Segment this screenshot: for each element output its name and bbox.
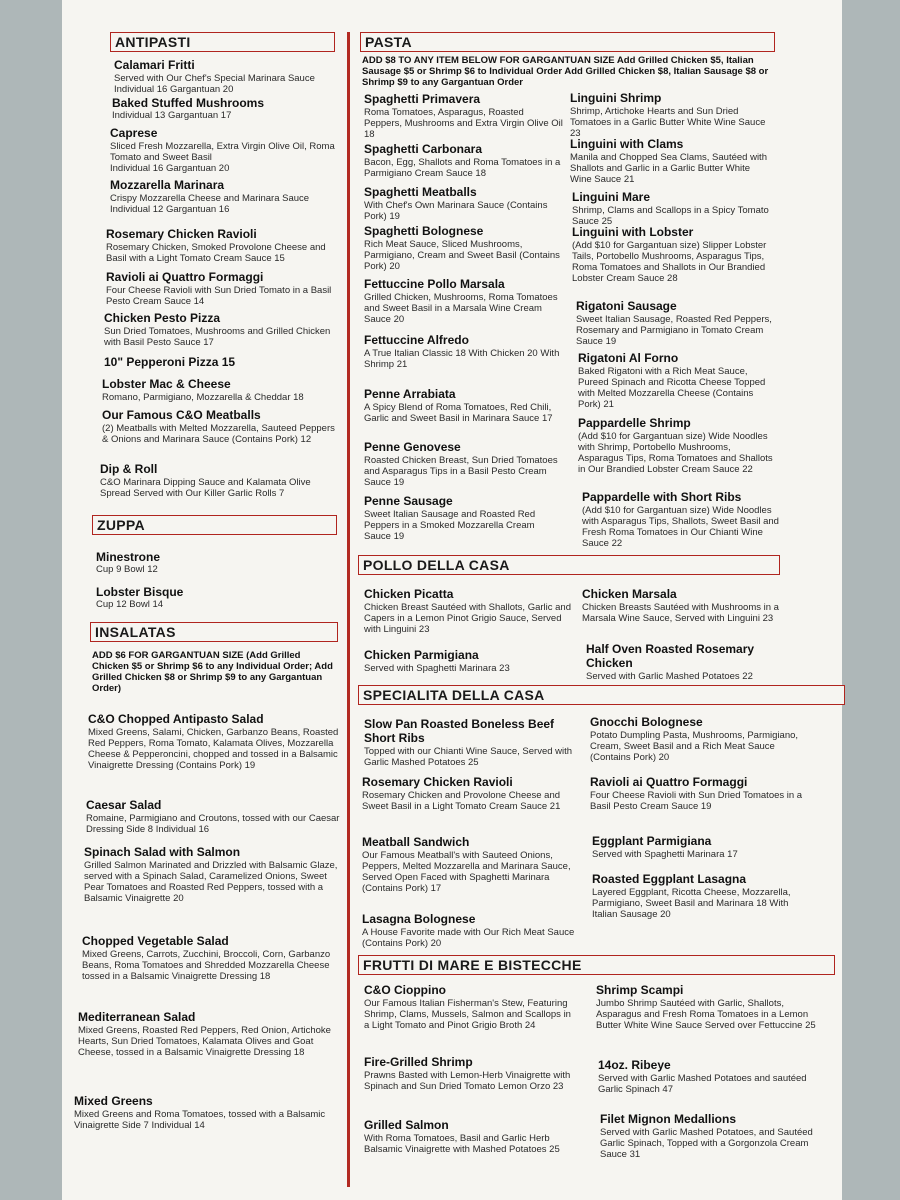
item-description: Mixed Greens, Salami, Chicken, Garbanzo Beans, Roasted Red Peppers, Roma Tomato, Kalamata Olives, Mozzarella Cheese & Pepperoncini, chopped and tossed in a Balsamic Vinaigrette Dressing (Contains Pork) 19 (88, 727, 339, 771)
item-description: With Chef's Own Marinara Sauce (Contains Pork) 19 (364, 200, 548, 222)
menu-item (578, 416, 778, 475)
item-name: Caesar Salad (86, 798, 162, 812)
item-name: Mediterranean Salad (78, 1010, 196, 1024)
menu-item (582, 587, 794, 624)
item-description: Potato Dumpling Pasta, Mushrooms, Parmigiano, Cream, Sweet Basil and a Rich Meat Sauce (Contains Pork) 20 (590, 730, 799, 763)
item-price: Individual 12 Gargantuan 16 (110, 204, 230, 215)
item-name: Chicken Marsala (582, 587, 677, 601)
item-name: Dip & Roll (100, 462, 158, 476)
menu-item (362, 835, 580, 894)
item-description: Sweet Italian Sausage, Roasted Red Peppers, Rosemary and Parmigiano in Tomato Cream Sauce 19 (576, 314, 772, 347)
menu-item (598, 1058, 823, 1095)
item-name: Our Famous C&O Meatballs (102, 408, 261, 422)
menu-item (88, 712, 343, 771)
menu-item (364, 587, 576, 635)
item-name: Gnocchi Bolognese (590, 715, 703, 729)
item-name: Pappardelle with Short Ribs (582, 490, 742, 504)
item-description: Manila and Chopped Sea Clams, Sautéed with Shallots and Garlic in a Garlic Butter White Wine Sauce 21 (570, 152, 767, 185)
menu-item (102, 408, 337, 445)
item-description: Our Famous Meatball's with Sauteed Onions, Peppers, Melted Mozzarella and Marinara Sauce, Served Open Faced with Spaghetti Marinara (Contains Pork) 17 (362, 850, 571, 894)
item-name: Spaghetti Primavera (364, 92, 481, 106)
section-header-antipasti: ANTIPASTI (110, 32, 335, 52)
item-name: Chicken Pesto Pizza (104, 311, 221, 325)
item-description: Sliced Fresh Mozzarella, Extra Virgin Olive Oil, Roma Tomato and Sweet Basil (110, 141, 335, 163)
menu-item (106, 270, 341, 307)
item-description: Four Cheese Ravioli with Sun Dried Tomatoes in a Basil Pesto Cream Sauce 19 (590, 790, 803, 812)
item-name: Linguini Mare (572, 190, 650, 204)
section-header-specialita: SPECIALITA DELLA CASA (358, 685, 845, 705)
item-description: A Spicy Blend of Roma Tomatoes, Red Chili, Garlic and Sweet Basil in Marinara Sauce 17 (364, 402, 553, 424)
menu-item (96, 585, 296, 610)
item-name: Lobster Mac & Cheese (102, 377, 231, 391)
menu-item (364, 717, 582, 768)
item-price: Cup 12 Bowl 14 (96, 599, 164, 610)
item-description: Rich Meat Sauce, Sliced Mushrooms, Parmigiano, Cream and Sweet Basil (Contains Pork) 20 (364, 239, 560, 272)
menu-item (102, 377, 337, 403)
menu-item (582, 490, 782, 549)
item-description: With Roma Tomatoes, Basil and Garlic Herb Balsamic Vinaigrette with Mashed Potatoes 25 (364, 1133, 560, 1155)
item-price: Individual 13 Gargantuan 17 (112, 110, 232, 121)
item-name: Meatball Sandwich (362, 835, 470, 849)
item-description: Grilled Chicken, Mushrooms, Roma Tomatoes and Sweet Basil in a Marsala Wine Cream Sauce 20 (364, 292, 558, 325)
item-name: Penne Sausage (364, 494, 453, 508)
menu-item (110, 178, 345, 215)
menu-item (96, 550, 296, 575)
menu-item (578, 351, 778, 410)
menu-item (110, 126, 345, 174)
item-name: C&O Cioppino (364, 983, 446, 997)
menu-item (78, 1010, 333, 1058)
item-name: Chopped Vegetable Salad (82, 934, 229, 948)
item-name: 10" Pepperoni Pizza 15 (104, 355, 236, 369)
menu-item (364, 185, 564, 222)
item-name: Lasagna Bolognese (362, 912, 476, 926)
menu-item (104, 355, 339, 369)
item-name: Caprese (110, 126, 158, 140)
item-name: Calamari Fritti (114, 58, 195, 72)
insalatas-note: ADD $6 FOR GARGANTUAN SIZE (Add Grilled Chicken $5 or Shrimp $6 to any Individual Order; Add Grilled Chicken $8 or Shrimp $9 to any Gargantuan Order) (92, 650, 333, 694)
item-name: Grilled Salmon (364, 1118, 449, 1132)
menu-item (600, 1112, 825, 1160)
menu-item (364, 92, 564, 140)
item-description: Crispy Mozzarella Cheese and Marinara Sauce (110, 193, 310, 204)
item-name: Penne Genovese (364, 440, 461, 454)
item-description: Served with Garlic Mashed Potatoes and sautéed Garlic Spinach 47 (598, 1073, 807, 1095)
menu-item (112, 96, 347, 121)
menu-item (106, 227, 341, 264)
item-description: (Add $10 for Gargantuan size) Wide Noodles with Shrimp, Portobello Mushrooms, Asparagus Tips, Roma Tomatoes and Shallots in Our Brandied Lobster Cream Sauce 22 (578, 431, 773, 475)
menu-item (590, 715, 808, 763)
item-description: Layered Eggplant, Ricotta Cheese, Mozzarella, Parmigiano, Sweet Basil and Marinara 18 With Italian Sausage 20 (592, 887, 791, 920)
item-description: Roasted Chicken Breast, Sun Dried Tomatoes and Asparagus Tips in a Basil Pesto Cream Sauce 19 (364, 455, 558, 488)
menu-item (570, 137, 770, 185)
item-name: Rigatoni Al Forno (578, 351, 679, 365)
menu-item (86, 798, 341, 835)
item-name: Minestrone (96, 550, 161, 564)
menu-item (596, 983, 821, 1031)
item-description: Chicken Breast Sautéed with Shallots, Garlic and Capers in a Lemon Pinot Grigio Sauce, Served with Linguini 23 (364, 602, 571, 635)
item-description: Rosemary Chicken, Smoked Provolone Cheese and Basil with a Light Tomato Cream Sauce 15 (106, 242, 326, 264)
item-name: Spinach Salad with Salmon (84, 845, 241, 859)
item-name: Half Oven Roasted Rosemary Chicken (586, 642, 755, 670)
item-name: Fettuccine Pollo Marsala (364, 277, 505, 291)
item-name: Rigatoni Sausage (576, 299, 677, 313)
item-description: Prawns Basted with Lemon-Herb Vinaigrette with Spinach and Sun Dried Tomato Lemon Orzo 23 (364, 1070, 571, 1092)
menu-item (364, 1055, 574, 1092)
item-price: Individual 16 Gargantuan 20 (114, 84, 234, 95)
item-description: Mixed Greens, Roasted Red Peppers, Red Onion, Artichoke Hearts, Sun Dried Tomatoes, Kalamata Olives and Goat Cheese, tossed in a Balsamic Vinaigrette Dressing 18 (78, 1025, 331, 1058)
menu-item (84, 845, 339, 904)
item-description: Mixed Greens, Carrots, Zucchini, Broccoli, Corn, Garbanzo Beans, Roma Tomatoes and Shredded Mozzarella Cheese tossed in a Balsamic Vinaigrette Dressing 18 (82, 949, 331, 982)
item-description: Chicken Breasts Sautéed with Mushrooms in a Marsala Wine Sauce, Served with Linguini 23 (582, 602, 779, 624)
item-name: Spaghetti Bolognese (364, 224, 484, 238)
item-name: Fettuccine Alfredo (364, 333, 469, 347)
menu-item (364, 440, 564, 488)
menu-item (100, 462, 335, 499)
item-description: Sun Dried Tomatoes, Mushrooms and Grilled Chicken with Basil Pesto Sauce 17 (104, 326, 331, 348)
menu-item (364, 648, 576, 674)
column-divider (347, 32, 350, 1187)
item-description: Shrimp, Artichoke Hearts and Sun Dried Tomatoes in a Garlic Butter White Wine Sauce 23 (570, 106, 766, 139)
item-name: Pappardelle Shrimp (578, 416, 691, 430)
item-description: Rosemary Chicken and Provolone Cheese and Sweet Basil in a Light Tomato Cream Sauce 21 (362, 790, 561, 812)
item-description: Sweet Italian Sausage and Roasted Red Peppers in a Smoked Mozzarella Cream Sauce 19 (364, 509, 536, 542)
item-price: Cup 9 Bowl 12 (96, 564, 158, 575)
item-name: Rosemary Chicken Ravioli (362, 775, 513, 789)
menu-item (592, 872, 810, 920)
menu-item (74, 1094, 329, 1131)
menu-item (364, 333, 564, 370)
item-description: Grilled Salmon Marinated and Drizzled with Balsamic Glaze, served with a Spinach Salad, Caramelized Onions, Sweet Pear Tomatoes and Roasted Red Peppers, tossed with a Balsamic Vinaigrette 20 (84, 860, 338, 904)
item-description: Served with Our Chef's Special Marinara Sauce (114, 73, 315, 84)
item-name: Mozzarella Marinara (110, 178, 225, 192)
menu-item (590, 775, 808, 812)
item-description: Served with Garlic Mashed Potatoes, and Sautéed Garlic Spinach, Topped with a Gorgonzola Cream Sauce 31 (600, 1127, 813, 1160)
section-header-pasta: PASTA (360, 32, 775, 52)
item-name: 14oz. Ribeye (598, 1058, 671, 1072)
item-description: Four Cheese Ravioli with Sun Dried Tomato in a Basil Pesto Cream Sauce 14 (106, 285, 332, 307)
item-name: Shrimp Scampi (596, 983, 684, 997)
menu-item (114, 58, 349, 95)
item-name: Filet Mignon Medallions (600, 1112, 736, 1126)
item-name: Linguini with Clams (570, 137, 684, 151)
item-name: Spaghetti Meatballs (364, 185, 477, 199)
item-name: Lobster Bisque (96, 585, 184, 599)
menu-item (364, 224, 564, 272)
menu-item (362, 775, 580, 812)
item-name: Spaghetti Carbonara (364, 142, 483, 156)
item-description: Romano, Parmigiano, Mozzarella & Cheddar 18 (102, 392, 304, 403)
item-description: A True Italian Classic 18 With Chicken 20 With Shrimp 21 (364, 348, 560, 370)
item-description: Served with Garlic Mashed Potatoes 22 (586, 671, 753, 682)
item-description: C&O Marinara Dipping Sauce and Kalamata Olive Spread Served with Our Killer Garlic Rolls 7 (100, 477, 311, 499)
item-description: Shrimp, Clams and Scallops in a Spicy Tomato Sauce 25 (572, 205, 769, 227)
item-description: Served with Spaghetti Marinara 23 (364, 663, 510, 674)
menu-item (364, 983, 574, 1031)
menu-item (576, 299, 776, 347)
item-name: Ravioli ai Quattro Formaggi (590, 775, 748, 789)
pasta-note: ADD $8 TO ANY ITEM BELOW FOR GARGANTUAN SIZE Add Grilled Chicken $5, Italian Sausage $5 or Shrimp $6 to Individual Order Add Grilled Chicken $8, Italian Sausage $8 or Shrimp $9 to any Gargantuan Order (362, 55, 769, 88)
item-description: Roma Tomatoes, Asparagus, Roasted Peppers, Mushrooms and Extra Virgin Olive Oil 18 (364, 107, 563, 140)
menu-item (592, 834, 810, 860)
menu-item (572, 190, 772, 227)
menu-item (104, 311, 339, 348)
section-header-pollo: POLLO DELLA CASA (358, 555, 780, 575)
menu-item (364, 387, 564, 424)
item-name: C&O Chopped Antipasto Salad (88, 712, 264, 726)
item-description: (2) Meatballs with Melted Mozzarella, Sauteed Peppers & Onions and Marinara Sauce (Contains Pork) 12 (102, 423, 335, 445)
section-header-zuppa: ZUPPA (92, 515, 337, 535)
menu-item (364, 494, 564, 542)
item-name: Chicken Picatta (364, 587, 454, 601)
item-name: Slow Pan Roasted Boneless Beef Short Ribs (364, 717, 555, 745)
item-description: Mixed Greens and Roma Tomatoes, tossed with a Balsamic Vinaigrette Side 7 Individual 14 (74, 1109, 326, 1131)
menu-item (586, 642, 798, 682)
item-name: Chicken Parmigiana (364, 648, 479, 662)
item-name: Linguini with Lobster (572, 225, 694, 239)
menu-item (570, 91, 770, 139)
section-header-insalatas: INSALATAS (90, 622, 338, 642)
item-name: Mixed Greens (74, 1094, 153, 1108)
menu-item (364, 142, 564, 179)
item-description: (Add $10 for Gargantuan size) Slipper Lobster Tails, Portobello Mushrooms, Asparagus Tips, Roma Tomatoes and Shallots in Our Brandied Lobster Cream Sauce 28 (572, 240, 767, 284)
item-description: A House Favorite made with Our Rich Meat Sauce (Contains Pork) 20 (362, 927, 575, 949)
item-description: Jumbo Shrimp Sautéed with Garlic, Shallots, Asparagus and Fresh Roma Tomatoes in a Lemon Butter White Wine Sauce Served over Fettuccine 25 (596, 998, 816, 1031)
item-price: Individual 16 Gargantuan 20 (110, 163, 230, 174)
item-name: Baked Stuffed Mushrooms (112, 96, 265, 110)
item-description: (Add $10 for Gargantuan size) Wide Noodles with Asparagus Tips, Shallots, Sweet Basil and Fresh Roma Tomatoes in Our Chianti Wine Sauce 22 (582, 505, 779, 549)
item-description: Romaine, Parmigiano and Croutons, tossed with our Caesar Dressing Side 8 Individual 16 (86, 813, 340, 835)
item-name: Roasted Eggplant Lasagna (592, 872, 747, 886)
item-description: Baked Rigatoni with a Rich Meat Sauce, Pureed Spinach and Ricotta Cheese Topped with Melted Mozzarella Cheese (Contains Pork) 21 (578, 366, 766, 410)
item-description: Served with Spaghetti Marinara 17 (592, 849, 738, 860)
item-name: Penne Arrabiata (364, 387, 456, 401)
menu-item (364, 1118, 574, 1155)
item-name: Rosemary Chicken Ravioli (106, 227, 257, 241)
menu-item (572, 225, 772, 284)
item-name: Eggplant Parmigiana (592, 834, 712, 848)
item-name: Linguini Shrimp (570, 91, 662, 105)
item-description: Bacon, Egg, Shallots and Roma Tomatoes in a Parmigiano Cream Sauce 18 (364, 157, 561, 179)
item-name: Ravioli ai Quattro Formaggi (106, 270, 264, 284)
menu-item (362, 912, 580, 949)
menu-item (364, 277, 564, 325)
section-header-frutti: FRUTTI DI MARE E BISTECCHE (358, 955, 835, 975)
item-description: Our Famous Italian Fisherman's Stew, Featuring Shrimp, Clams, Mussels, Salmon and Scallops in a Light Tomato and Pinot Grigio Broth 24 (364, 998, 571, 1031)
item-description: Topped with our Chianti Wine Sauce, Served with Garlic Mashed Potatoes 25 (364, 746, 573, 768)
item-name: Fire-Grilled Shrimp (364, 1055, 473, 1069)
menu-item (82, 934, 337, 982)
